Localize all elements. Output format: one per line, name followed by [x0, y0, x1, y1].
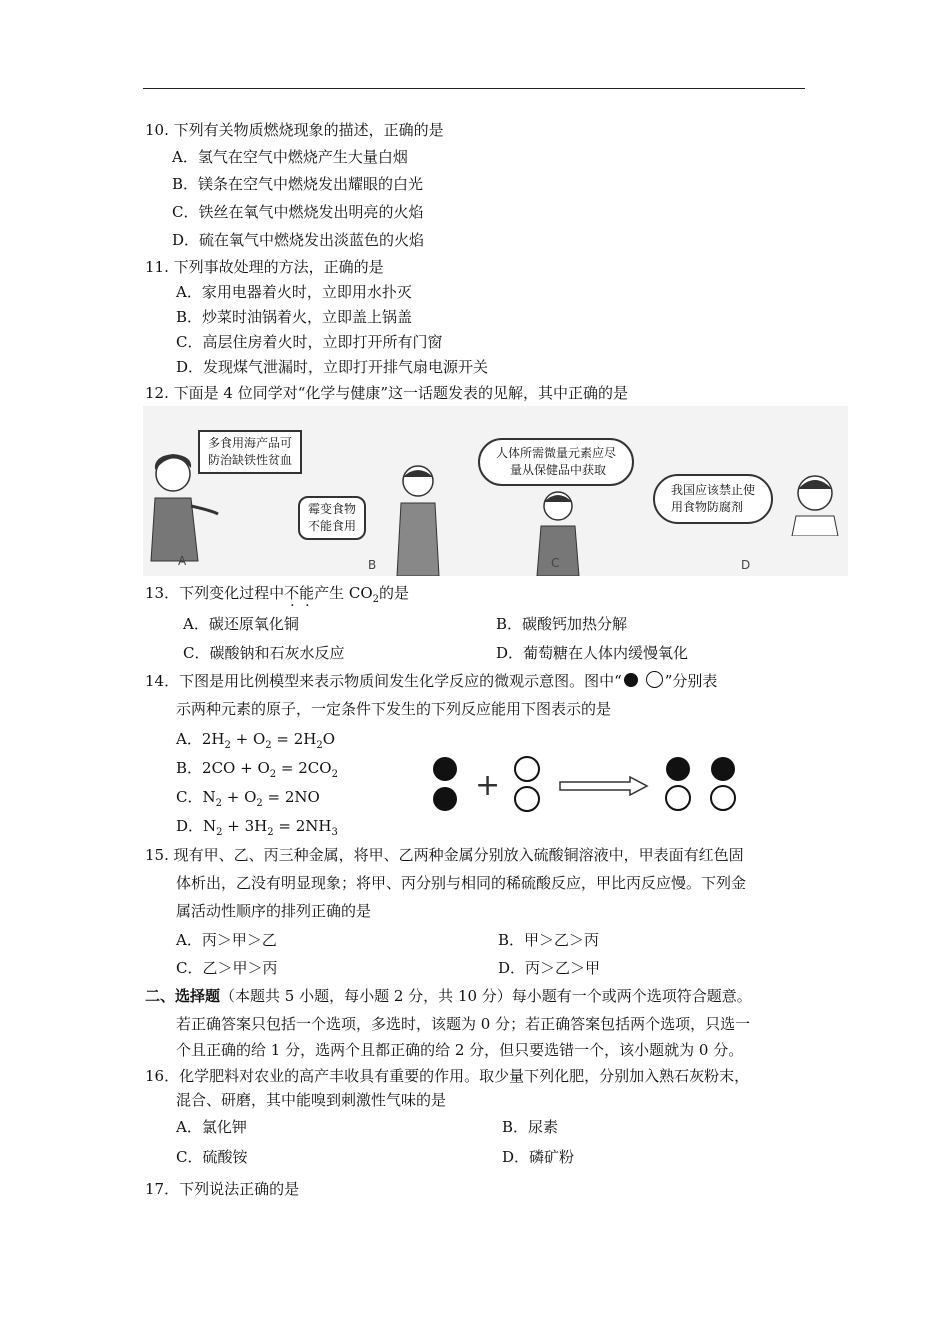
black-atom-icon	[624, 673, 638, 687]
q10-option-c: C．铁丝在氧气中燃烧发出明亮的火焰	[172, 203, 424, 221]
bubble-c-line1: 人体所需微量元素应尽	[496, 446, 617, 460]
reaction-arrow	[560, 777, 647, 795]
product-1-black-atom	[666, 757, 690, 781]
caption-d: D	[741, 558, 751, 572]
bubble-b-line2: 不能食用	[308, 519, 357, 533]
q13-option-b: B．碳酸钙加热分解	[496, 615, 628, 633]
section2-line2: 若正确答案只包括一个选项，多选时，该题为 0 分；若正确答案包括两个选项，只选一	[176, 1015, 751, 1033]
q15-option-a: A．丙＞甲＞乙	[176, 931, 277, 949]
q15-line1: 15. 现有甲、乙、丙三种金属，将甲、乙两种金属分别放入硫酸铜溶液中，甲表面有红色固	[145, 846, 744, 864]
bubble-d-line1: 我国应该禁止使	[671, 483, 756, 497]
reaction-diagram	[425, 755, 755, 815]
product-1-white-atom	[666, 786, 690, 810]
q10-option-d: D．硫在氧气中燃烧发出淡蓝色的火焰	[172, 231, 425, 249]
q11-option-a: A．家用电器着火时，立即用水扑灭	[176, 283, 412, 301]
section2-heading	[145, 986, 752, 1006]
bubble-d-line2: 用食物防腐剂	[671, 500, 744, 514]
q16-option-c: C．硫酸铵	[176, 1148, 248, 1166]
q11-option-d: D．发现煤气泄漏时，立即打开排气扇电源开关	[176, 358, 489, 376]
bubble-a	[198, 430, 302, 474]
q11-option-c: C．高层住房着火时，立即打开所有门窗	[176, 333, 443, 351]
q13-option-a: A．碳还原氧化铜	[183, 615, 299, 633]
reactant-white-atom-1	[515, 757, 539, 781]
q16-option-d: D．磷矿粉	[502, 1148, 575, 1166]
q12-stem: 12. 下面是 4 位同学对“化学与健康”这一话题发表的见解，其中正确的是	[145, 384, 629, 402]
q15-line2: 体析出，乙没有明显现象；将甲、丙分别与相同的稀硫酸反应，甲比丙反应慢。下列金	[176, 874, 747, 892]
bubble-b	[298, 496, 366, 540]
bubble-c-line2: 量从保健品中获取	[510, 463, 607, 477]
product-2-white-atom	[711, 786, 735, 810]
section2-title: 二、选择题	[145, 987, 221, 1005]
plus-sign: +	[475, 768, 501, 803]
bubble-b-line1: 霉变食物	[308, 502, 357, 516]
q14-option-c: C．$N_2 + O_2 = 2NO$	[176, 788, 320, 809]
q14-stem-line1: 14．下图是用比例模型来表示物质间发生化学反应的微观示意图。图中“ ”分别表	[145, 672, 718, 690]
q16-line1: 16．化学肥料对农业的高产丰收具有重要的作用。取少量下列化肥，分别加入熟石灰粉末，	[145, 1067, 750, 1085]
q16-option-a: A．氯化钾	[176, 1118, 247, 1136]
bubble-a-line1: 多食用海产品可	[208, 436, 293, 450]
q13-stem: 13．下列变化过程中不能产生 $CO_2$的是	[145, 584, 410, 605]
section2-line3: 个且正确的给 1 分，选两个且都正确的给 2 分，但只要选错一个，该小题就为 0 分。	[176, 1041, 744, 1059]
bubble-c	[478, 438, 634, 486]
q13-option-d: D．葡萄糖在人体内缓慢氧化	[496, 644, 689, 662]
reactant-black-atom-2	[433, 787, 457, 811]
q14-option-a: A．$2H_2 + O_2 = 2H_2O$	[176, 730, 336, 751]
header-rule	[143, 88, 805, 89]
q12-illustration	[143, 406, 848, 576]
q15-option-c: C．乙＞甲＞丙	[176, 959, 278, 977]
student-d-figure	[788, 471, 843, 536]
caption-c: C	[551, 556, 560, 570]
q16-line2: 混合、研磨，其中能嗅到刺激性气味的是	[176, 1091, 447, 1109]
q16-option-b: B．尿素	[502, 1118, 559, 1136]
q13-option-c: C．碳酸钠和石灰水反应	[183, 644, 345, 662]
section2-line1: （本题共 5 小题，每小题 2 分，共 10 分）每小题有一个或两个选项符合题意。	[220, 987, 752, 1005]
q10-option-b: B．镁条在空气中燃烧发出耀眼的白光	[172, 175, 424, 193]
q17-stem: 17．下列说法正确的是	[145, 1180, 300, 1198]
reactant-black-atom-1	[433, 757, 457, 781]
q11-stem: 11. 下列事故处理的方法，正确的是	[145, 258, 384, 276]
q14-option-b: B．$2CO + O_2 = 2CO_2$	[176, 759, 338, 780]
q15-option-d: D．丙＞乙＞甲	[498, 959, 601, 977]
q15-line3: 属活动性顺序的排列正确的是	[176, 902, 372, 920]
q10-stem: 10. 下列有关物质燃烧现象的描述，正确的是	[145, 121, 444, 139]
caption-b: B	[368, 558, 377, 572]
q14-option-d: D．$N_2 + 3H_2 = 2NH_3$	[176, 817, 338, 838]
bubble-a-line2: 防治缺铁性贫血	[208, 453, 293, 467]
bubble-d	[653, 474, 773, 524]
student-b-figure	[393, 461, 443, 576]
white-atom-icon	[646, 671, 663, 688]
q11-option-b: B．炒菜时油锅着火，立即盖上锅盖	[176, 308, 413, 326]
reactant-white-atom-2	[515, 787, 539, 811]
q10-option-a: A．氢气在空气中燃烧产生大量白烟	[172, 148, 408, 166]
q15-option-b: B．甲＞乙＞丙	[498, 931, 600, 949]
q14-stem-line2: 示两种元素的原子，一定条件下发生的下列反应能用下图表示的是	[176, 700, 612, 718]
caption-a: A	[178, 554, 187, 568]
product-2-black-atom	[711, 757, 735, 781]
